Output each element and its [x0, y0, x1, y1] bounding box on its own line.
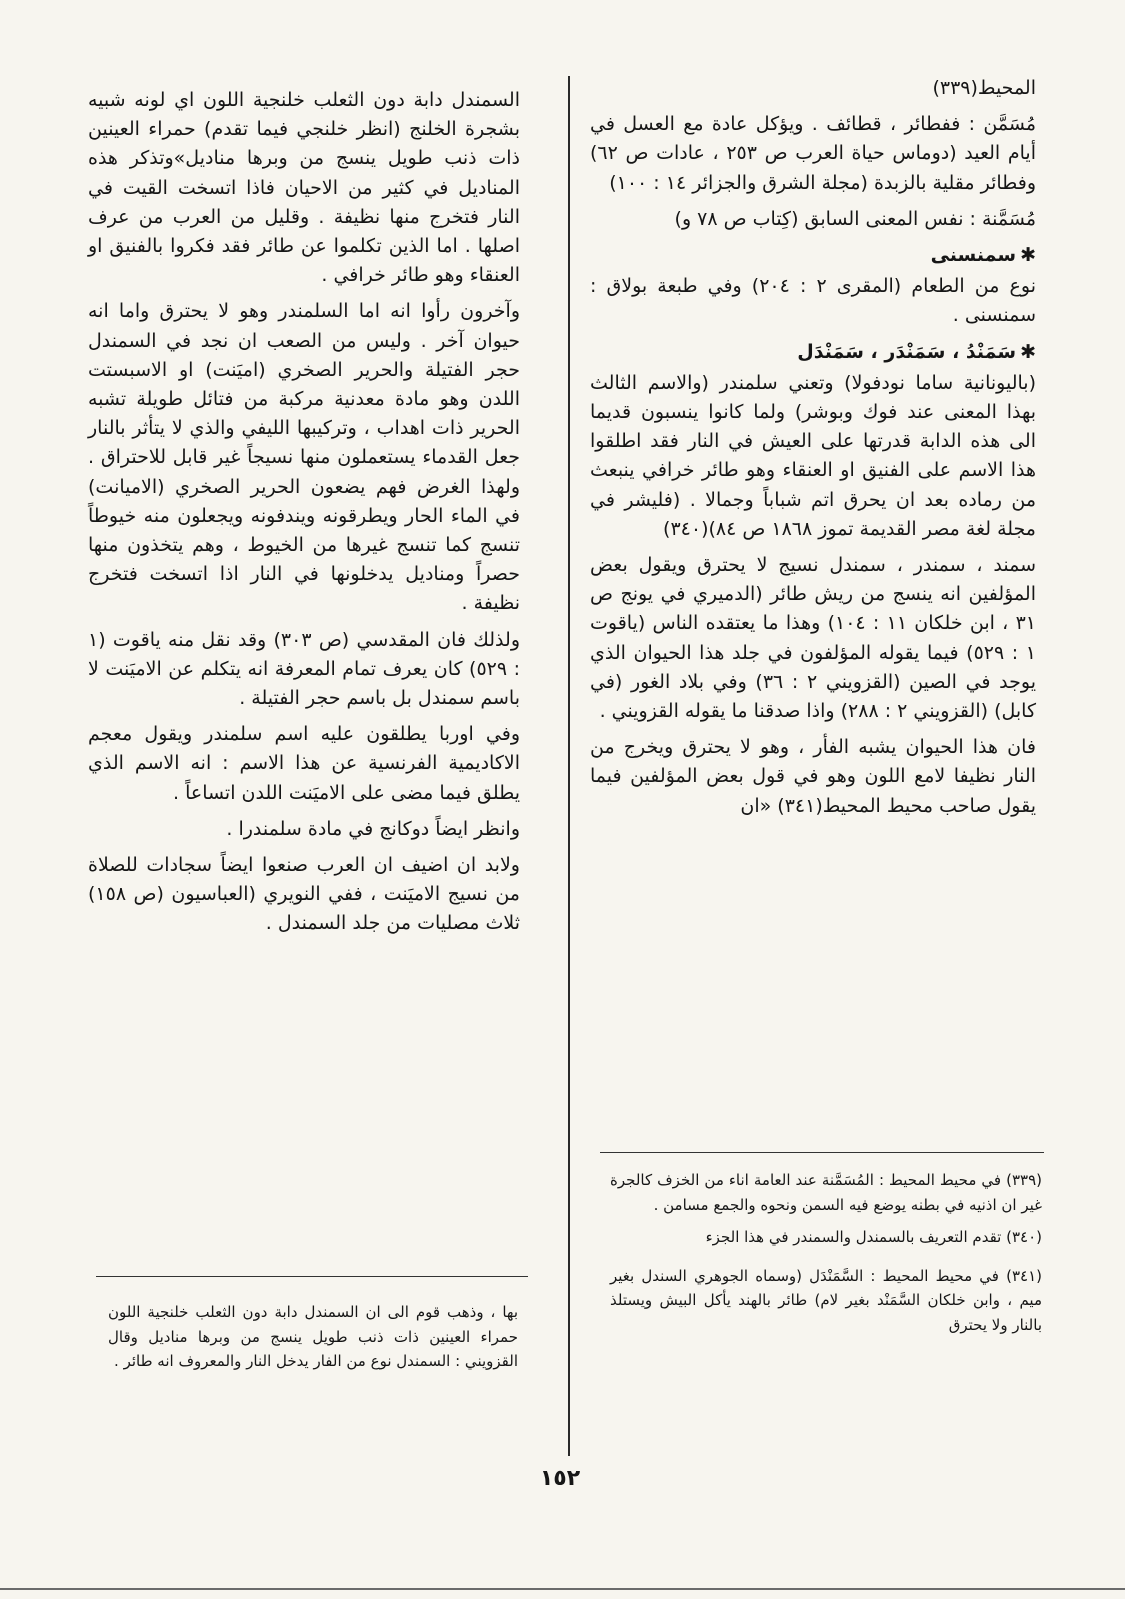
- footnote: (٣٣٩) في محيط المحيط : المُسَمَّنة عند العامة اناء من الخزف كالجرة غير ان اذنيه في بطنه يوضع فيه السمن ونحوه والجمع مسامن .: [610, 1171, 1042, 1214]
- paragraph: (باليونانية ساما نودفولا) وتعني سلمندر (والاسم الثالث بهذا المعنى عند فوك وبوشر) ولما كانوا ينسبون قديما الى هذه الدابة قدرتها على العيش في النار فقد اطلقوا هذا الاسم على الفنيق او العنقاء وهو طائر خرافي ينبعث من رماده بعد ان يحرق اتم شباباً وجمالا . (فليشر في مجلة لغة مصر القديمة تموز ١٨٦٨ ص ٨٤)(٣٤٠): [590, 371, 1036, 540]
- paragraph: وانظر ايضاً دوكانج في مادة سلمندرا .: [226, 817, 520, 840]
- footnote: (٣٤٠) تقدم التعريف بالسمندل والسمندر في هذا الجزء: [705, 1228, 1042, 1246]
- footnote-divider: [600, 1152, 1044, 1153]
- page-number: ١٥٢: [539, 1466, 581, 1491]
- paragraph: ولذلك فان المقدسي (ص ٣٠٣) وقد نقل منه ياقوت (١ : ٥٢٩) كان يعرف تمام المعرفة انه يتكلم عن الاميَنت لا باسم سمندل بل باسم حجر الفتيلة .: [88, 628, 520, 710]
- footnote-continuation: بها ، وذهب قوم الى ان السمندل دابة دون الثعلب خلنجية اللون حمراء العينين ذات ذنب طويل ينسج من وبرها مناديل وقال القزويني : السمندل نوع من الفار يدخل النار والمعروف انه طائر .: [108, 1303, 518, 1370]
- paragraph: سمند ، سمندر ، سمندل نسيج لا يحترق ويقول بعض المؤلفين انه ينسج من ريش طائر (الدميري في يونج ص ٣١ ، ابن خلكان ١١ : ١٠٤) وهذا ما يعتقده الناس (ياقوت ١ : ٥٢٩) فيما يقوله المؤلفون في جلد هذا الحيوان الذي يوجد في الصين (القزويني ٢ : ٣٦) وفي بلاد الغور (في كابل) (القزويني ٢ : ٢٨٨) واذا صدقنا ما يقوله القزويني .: [590, 554, 1037, 723]
- asterisk-icon: ✱: [1020, 340, 1036, 363]
- entry-heading: [590, 241, 1036, 270]
- paragraph: نوع من الطعام (المقرى ٢ : ٢٠٤) وفي طبعة بولاق : سمنسنى .: [590, 275, 1036, 327]
- footnote-divider: [96, 1276, 528, 1277]
- left-column: [88, 86, 520, 946]
- right-column: [590, 74, 1036, 828]
- paragraph: وفي اوربا يطلقون عليه اسم سلمندر ويقول معجم الاكاديمية الفرنسية عن هذا الاسم : انه الاسم الذي يطلق فيما مضى على الاميَنت اللدن اتساعاً .: [88, 723, 520, 804]
- footnote: (٣٤١) في محيط المحيط : السَّمَنْدَل (وسماه الجوهري السندل بغير ميم ، وابن خلكان السَّمَنْد بغير لام) طائر بالهند يأكل البيش ويستلذ بالنار ولا يحترق: [610, 1266, 1042, 1334]
- paragraph: مُسَمَّن : ففطائر ، قطائف . ويؤكل عادة مع العسل في أيام العيد (دوماس حياة العرب ص ٢٥٣ ، عادات ص ٦٢) وفطائر مقلية بالزبدة (مجلة الشرق والجزائر ١٤ : ١٠٠): [590, 113, 1036, 194]
- asterisk-icon: ✱: [1020, 244, 1036, 267]
- column-divider: [568, 76, 570, 1456]
- paragraph: ولابد ان اضيف ان العرب صنعوا ايضاً سجادات للصلاة من نسيج الاميَنت ، ففي النويري (العباسيون (ص ١٥٨) ثلاث مصليات من جلد السمندل .: [88, 854, 520, 935]
- paragraph: فان هذا الحيوان يشبه الفأر ، وهو لا يحترق ويخرج من النار نظيفا لامع اللون وهو في قول بعض المؤلفين فيما يقول صاحب محيط المحيط(٣٤١) «ان: [590, 736, 1036, 817]
- paragraph: المحيط(٣٣٩): [932, 77, 1036, 99]
- scan-edge-line: [0, 1588, 1125, 1590]
- footnotes-right: [610, 1168, 1042, 1345]
- paragraph: مُسَمَّنة : نفس المعنى السابق (كِتاب ص ٧٨ و): [674, 207, 1036, 230]
- paragraph: السمندل دابة دون الثعلب خلنجية اللون اي لونه شبيه بشجرة الخلنج (انظر خلنجي فيما تقدم) حمراء العينين ذات ذنب طويل ينسج من وبرها مناديل»وتذكر هذه المناديل في كثير من الاحيان فاذا اتسخت القيت في النار فتخرج منها نظيفة . وقليل من العرب من عرف اصلها . اما الذين تكلموا عن طائر فقد فكروا بالفنيق او العنقاء وهو طائر خرافي .: [88, 89, 520, 287]
- entry-heading-text: سمنسنى: [930, 244, 1017, 267]
- entry-heading: [590, 338, 1036, 367]
- paragraph: وآخرون رأوا انه اما السلمندر وهو لا يحترق واما انه حيوان آخر . وليس من الصعب ان نجد في السمندل حجر الفتيلة والحرير الصخري (اميَنت) او الاسبستت اللدن وهو مادة معدنية مركبة من فتائل طويلة تشبه الحرير ذات اهداب ، وتركيبها الليفي والذي لا يتأثر بالنار جعل القدماء يستعملون منها نسيجاً غير قابل للاحتراق . ولهذا الغرض فهم يضعون الحرير الصخري (الاميانت) في الماء الحار ويطرقونه ويندفونه ويجعلون منه خيوطاً تنسج كما تنسج غيرها من الخيوط ، وهم يتخذون منها حصراً ومناديل يدخلونها في النار اذا اتسخت فتخرج نظيفة .: [88, 300, 520, 615]
- entry-heading-text: سَمَنْدُ ، سَمَنْدَر ، سَمَنْدَل: [797, 340, 1017, 363]
